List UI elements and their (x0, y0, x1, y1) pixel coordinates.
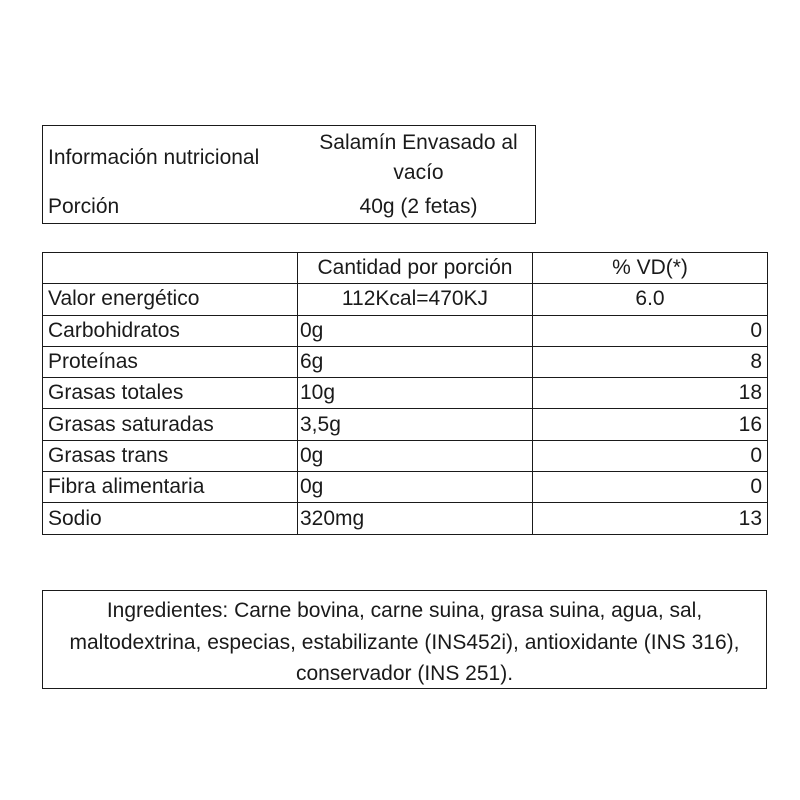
table-row (43, 315, 768, 346)
nutrition-info-header (42, 125, 536, 224)
table-row (43, 409, 768, 440)
header-row-portion (43, 191, 535, 223)
ingredients-line: Ingredientes: Carne bovina, carne suina, grasa suina, agua, sal, (106, 599, 703, 622)
nutrient-amount: 10g (298, 378, 533, 409)
nutrient-daily-value: 0 (533, 315, 768, 346)
nutrient-amount: 320mg (298, 503, 533, 534)
nutrient-daily-value: 0 (533, 472, 768, 503)
nutrient-daily-value: 0 (533, 440, 768, 471)
nutrition-info-header-table (43, 126, 535, 223)
nutrient-daily-value: 6.0 (533, 284, 768, 315)
ingredients-box (42, 590, 767, 689)
nutrient-amount: 0g (298, 440, 533, 471)
ingredients-line: maltodextrina, especias, estabilizante (INS452i), antioxidante (INS 316), (69, 630, 740, 654)
nutrient-daily-value: 16 (533, 409, 768, 440)
nutrient-daily-value: 13 (533, 503, 768, 534)
nutrient-daily-value: 8 (533, 346, 768, 377)
nutrient-amount: 112Kcal=470KJ (298, 284, 533, 315)
nutrition-info-title: Información nutricional (48, 146, 260, 170)
empty-header-cell (43, 253, 298, 284)
nutrient-name: Grasas trans (43, 440, 298, 471)
ingredients-line: conservador (INS 251). (295, 662, 514, 685)
portion-label: Porción (48, 194, 120, 218)
nutrient-name: Carbohidratos (43, 315, 298, 346)
nutrient-name: Fibra alimentaria (43, 472, 298, 503)
nutrient-name: Grasas saturadas (43, 409, 298, 440)
nutrient-amount: 3,5g (298, 409, 533, 440)
nutrition-table (42, 252, 768, 535)
table-row (43, 378, 768, 409)
table-row (43, 503, 768, 534)
nutrient-name: Sodio (43, 503, 298, 534)
table-row-energy (43, 284, 768, 315)
table-row (43, 346, 768, 377)
table-header-row (43, 253, 768, 284)
daily-value-header: % VD(*) (533, 253, 768, 284)
nutrient-amount: 6g (298, 346, 533, 377)
nutrient-name: Grasas totales (43, 378, 298, 409)
product-name: Salamín Envasado al vacío (319, 131, 518, 185)
nutrient-amount: 0g (298, 315, 533, 346)
portion-value: 40g (2 fetas) (359, 194, 478, 218)
nutrient-amount: 0g (298, 472, 533, 503)
header-row-product (43, 126, 535, 191)
table-row (43, 472, 768, 503)
nutrient-name: Valor energético (43, 284, 298, 315)
nutrient-name: Proteínas (43, 346, 298, 377)
amount-per-serving-header: Cantidad por porción (298, 253, 533, 284)
nutrient-daily-value: 18 (533, 378, 768, 409)
table-row (43, 440, 768, 471)
